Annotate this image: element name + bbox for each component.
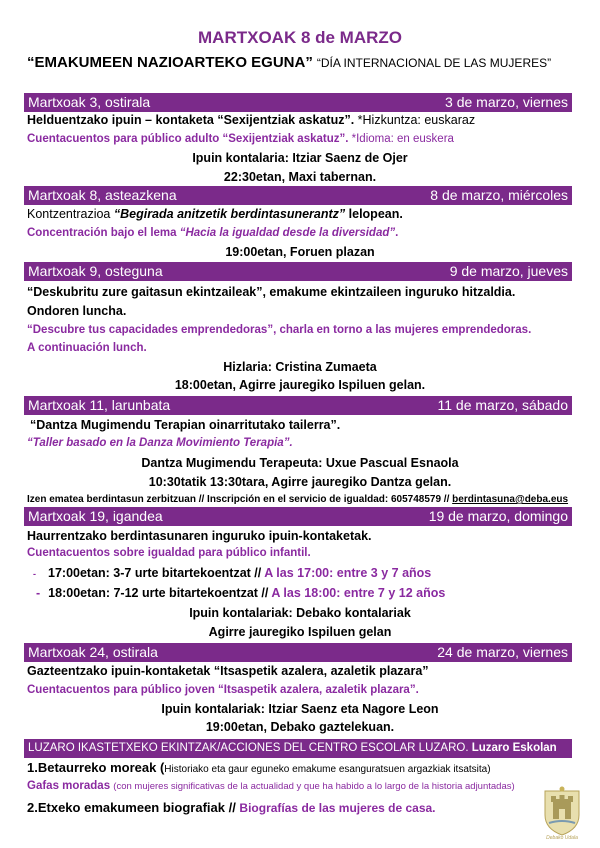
registration-note — [27, 494, 568, 505]
page-title: MARTXOAK 8 de MARZO — [198, 28, 402, 47]
event-time-place: 19:00etan, Debako gaztelekuan. — [205, 720, 395, 734]
event-text: lelopean. — [345, 207, 403, 221]
event-description-spanish: “Descubre tus capacidades emprendedoras”, charla en torno a las mujeres emprendedoras. — [27, 324, 532, 336]
activity-title: 1.Betaurreko moreak ( — [27, 760, 165, 775]
school-location: Luzaro Eskolan — [471, 742, 557, 754]
event-description-basque — [27, 207, 403, 221]
event-header-bar — [24, 93, 572, 112]
registration-text: Izen ematea berdintasun zerbitzuan // Inscripción en el servicio de igualdad: 605748579 // — [27, 494, 453, 505]
school-activity-1 — [27, 760, 491, 775]
logo-caption: Debako Udala — [546, 835, 578, 841]
event-text: Concentración bajo el lema — [27, 227, 180, 239]
email-link[interactable]: berdintasuna@deba.eus — [452, 494, 569, 505]
school-title-basque: LUZARO IKASTETXEKO EKINTZAK/ — [28, 742, 221, 754]
municipality-logo — [541, 785, 583, 843]
event-time-place: 22:30etan, Maxi tabernan. — [223, 170, 377, 184]
event-date-basque: Martxoak 8, asteazkena — [28, 187, 177, 203]
bullet: - — [36, 586, 41, 600]
page-subtitle — [27, 54, 551, 71]
event-storyteller: Ipuin kontalaria: Itziar Saenz de Ojer — [192, 151, 408, 165]
language-note: *Hizkuntza: euskaraz — [354, 113, 476, 127]
event-description-spanish — [27, 227, 398, 239]
event-slogan: “Hacia la igualdad desde la diversidad” — [179, 227, 396, 239]
event-therapist: Dantza Mugimendu Terapeuta: Uxue Pascual Esnaola — [141, 456, 459, 470]
bullet: - — [33, 569, 36, 579]
event-header-bar — [24, 396, 572, 415]
event-place: Agirre jauregiko Ispiluen gelan — [208, 625, 392, 639]
event-header-bar — [24, 643, 572, 662]
school-section-bar — [24, 739, 572, 758]
event-description-basque: “Dantza Mugimendu Terapian oinarritutako tailerra”. — [30, 418, 341, 432]
event-date-basque: Martxoak 3, ostirala — [28, 94, 151, 110]
event-storytellers: Ipuin kontalariak: Itziar Saenz eta Nagore Leon — [161, 702, 439, 716]
event-date-spanish: 9 de marzo, jueves — [449, 263, 568, 279]
activity-title-es: Biografías de las mujeres de casa. — [239, 801, 436, 815]
event-text: Kontzentrazioa — [27, 207, 114, 221]
subtitle-spanish: “DÍA INTERNACIONAL DE LAS MUJERES” — [316, 56, 552, 70]
event-header-bar — [24, 262, 572, 281]
event-header-bar — [24, 186, 572, 205]
event-description-spanish: Cuentacuentos para público joven “Itsaspetik azalera, azaletik plazara”. — [27, 684, 419, 696]
schedule-item — [33, 566, 431, 580]
event-date-spanish: 19 de marzo, domingo — [428, 508, 568, 524]
event-speaker: Hizlaria: Cristina Zumaeta — [223, 360, 377, 374]
event-note-basque: Ondoren luncha. — [27, 304, 127, 318]
event-date-spanish: 24 de marzo, viernes — [437, 644, 568, 660]
event-description-spanish — [27, 133, 454, 145]
event-description-spanish — [27, 437, 293, 449]
event-description-spanish: Cuentacuentos sobre igualdad para público infantil. — [27, 547, 311, 559]
school-title-spanish: ACCIONES DEL CENTRO ESCOLAR LUZARO. — [220, 742, 469, 754]
schedule-basque: 18:00etan: 7-12 urte bitartekoentzat // — [48, 586, 269, 600]
subtitle-basque: “EMAKUMEEN NAZIOARTEKO EGUNA” — [27, 54, 313, 71]
event-slogan: “Begirada anitzetik berdintasunerantz” — [113, 207, 346, 221]
schedule-spanish: A las 17:00: entre 3 y 7 años — [261, 566, 432, 580]
language-note-es: *Idioma: en euskera — [348, 133, 454, 145]
event-description-basque: “Deskubritu zure gaitasun ekintzaileak”, emakume ekintzaileen inguruko hitzaldia. — [27, 285, 516, 299]
activity-detail: Historiako eta gaur eguneko emakume esanguratsuen argazkiak itsatsita) — [164, 764, 491, 775]
event-date-basque: Martxoak 24, ostirala — [28, 644, 158, 660]
activity-title: 2.Etxeko emakumeen biografiak // — [27, 800, 240, 815]
schedule-spanish: A las 18:00: entre 7 y 12 años — [268, 586, 446, 600]
event-description-basque: Gazteentzako ipuin-kontaketak “Itsaspetik azalera, azaletik plazara” — [27, 664, 429, 678]
schedule-item — [36, 586, 445, 600]
event-text: . — [395, 227, 399, 239]
event-date-basque: Martxoak 9, osteguna — [28, 263, 163, 279]
event-note-spanish: A continuación lunch. — [27, 342, 147, 354]
event-time-place: 19:00etan, Foruen plazan — [225, 245, 375, 259]
event-storytellers: Ipuin kontalariak: Debako kontalariak — [189, 606, 411, 620]
event-date-spanish: 11 de marzo, sábado — [437, 397, 568, 413]
activity-detail-es: (con mujeres significativas de la actualidad y que ha habido a lo largo de la historia adjuntadas) — [113, 781, 515, 792]
event-date-spanish: 8 de marzo, miércoles — [430, 187, 568, 203]
event-time-place: 10:30tatik 13:30tara, Agirre jauregiko Dantza gelan. — [148, 475, 452, 489]
event-date-basque: Martxoak 11, larunbata — [28, 397, 171, 413]
event-date-spanish: 3 de marzo, viernes — [445, 94, 568, 110]
event-time-place: 18:00etan, Agirre jauregiko Ispiluen gelan. — [174, 378, 426, 392]
activity-title-es: Gafas moradas — [27, 780, 114, 792]
schedule-basque: 17:00etan: 3-7 urte bitartekoentzat // — [48, 566, 262, 580]
event-header-bar — [24, 507, 572, 526]
event-title-es: “Taller basado en la Danza Movimiento Terapia”. — [27, 437, 293, 449]
school-section-title — [28, 739, 557, 758]
school-activity-1-spanish — [27, 780, 515, 792]
event-date-basque: Martxoak 19, igandea — [28, 508, 163, 524]
event-title-es: Cuentacuentos para público adulto “Sexijentziak askatuz”. — [27, 133, 349, 145]
school-activity-2 — [27, 800, 436, 815]
event-title: Helduentzako ipuin – kontaketa “Sexijentziak askatuz”. — [27, 113, 355, 127]
event-description-basque — [27, 113, 475, 127]
event-description-basque: Haurrentzako berdintasunaren inguruko ipuin-kontaketak. — [27, 529, 372, 543]
